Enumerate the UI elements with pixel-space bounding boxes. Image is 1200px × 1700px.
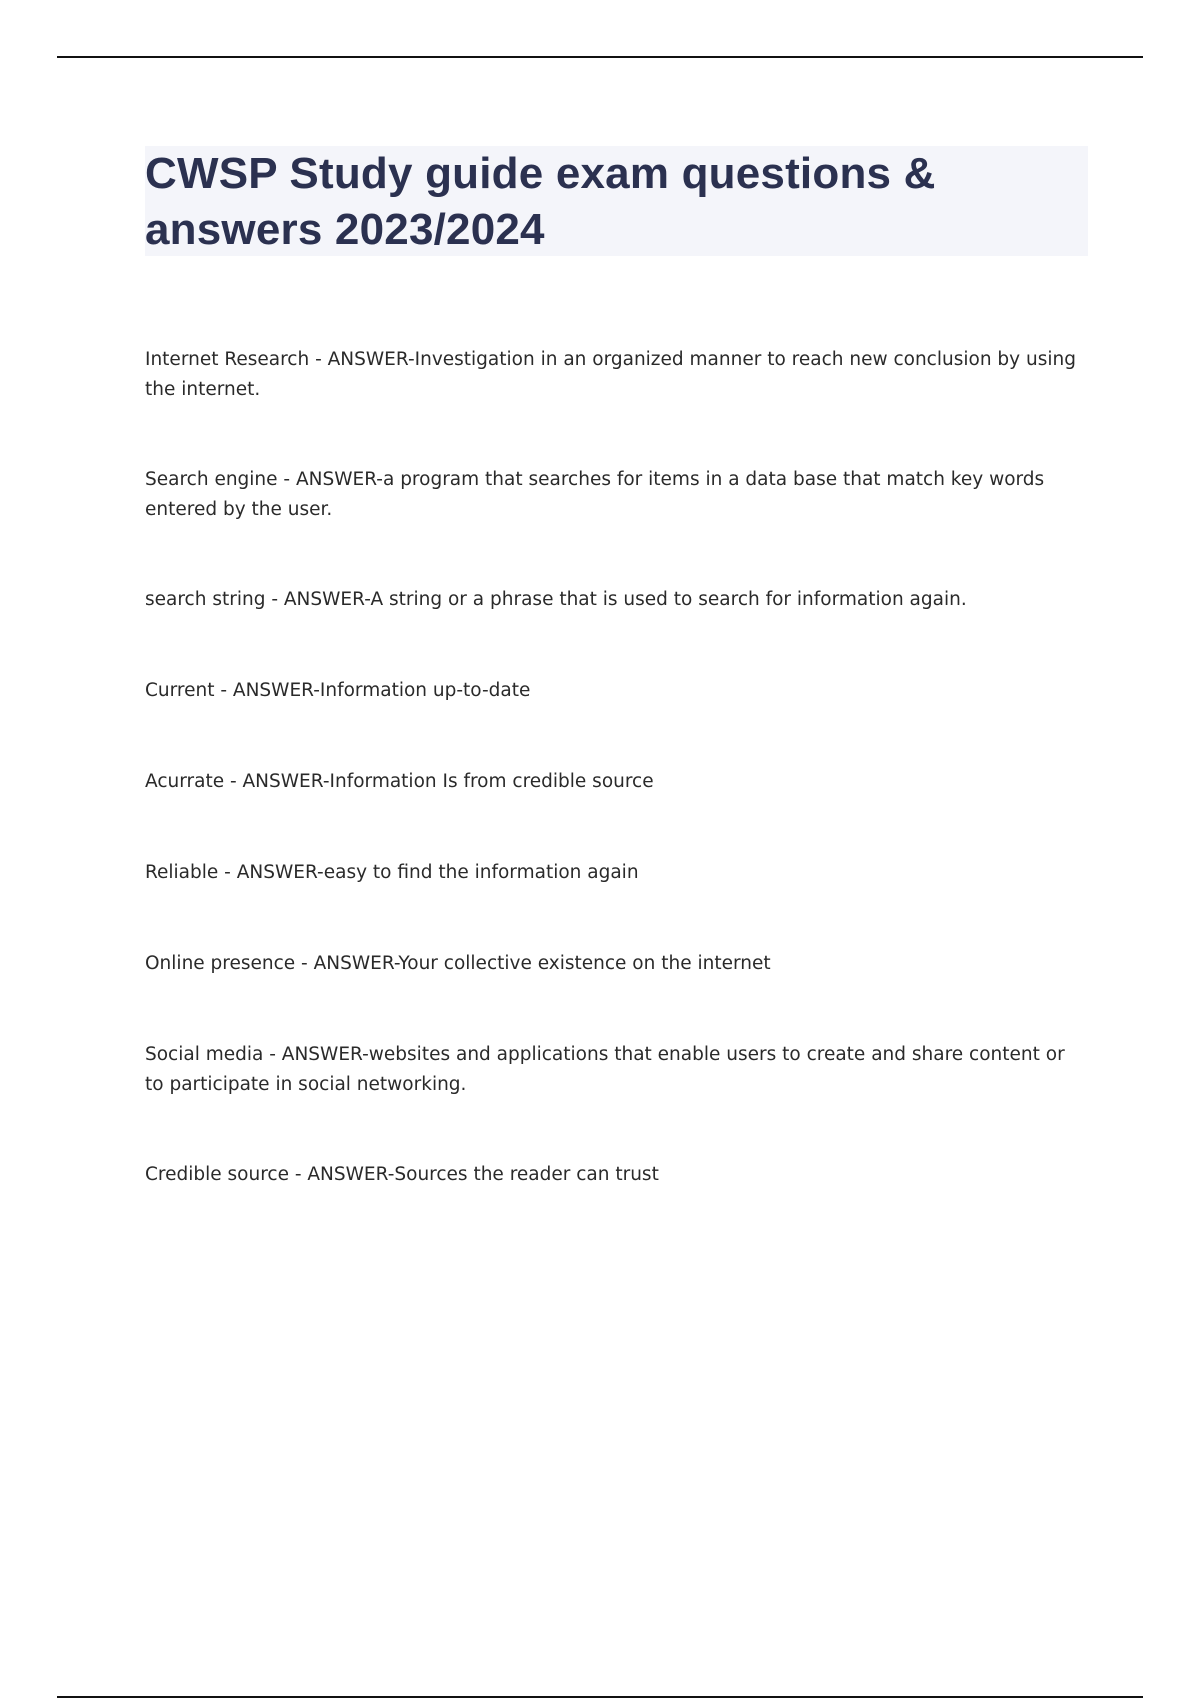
- bottom-divider: [57, 1696, 1143, 1698]
- top-divider: [57, 56, 1143, 58]
- title-banner: [145, 146, 1088, 256]
- qa-entry: Reliable - ANSWER-easy to find the information again: [145, 862, 639, 883]
- qa-entry: Social media - ANSWER-websites and applications that enable users to create and share content or to participate in social networking.: [145, 1044, 1065, 1095]
- qa-entry: Acurrate - ANSWER-Information Is from credible source: [145, 771, 654, 792]
- qa-entry: Online presence - ANSWER-Your collective existence on the internet: [145, 953, 771, 974]
- page-title: CWSP Study guide exam questions & answers 2023/2024: [145, 149, 936, 254]
- qa-entry: Current - ANSWER-Information up-to-date: [145, 680, 531, 701]
- qa-entry: Internet Research - ANSWER-Investigation in an organized manner to reach new conclusion by using the internet.: [145, 349, 1076, 400]
- qa-list: [145, 345, 1085, 1251]
- qa-entry: Search engine - ANSWER-a program that searches for items in a data base that match key words entered by the user.: [145, 469, 1045, 520]
- qa-entry: search string - ANSWER-A string or a phrase that is used to search for information again.: [145, 589, 967, 610]
- qa-entry: Credible source - ANSWER-Sources the reader can trust: [145, 1164, 659, 1185]
